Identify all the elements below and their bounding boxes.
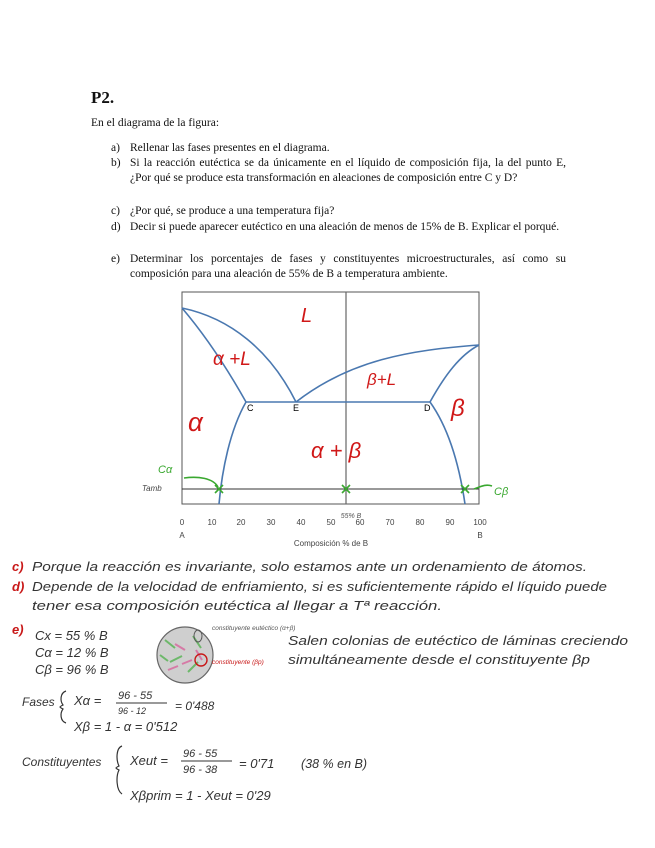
composition-beta: Cβ = 96 % B (35, 662, 109, 677)
question-text: Determinar los porcentajes de fases y constituyentes microestructurales, así como su composición para una aleación de 55% de B a temperatura ambiente. (130, 253, 566, 280)
phase-alpha-l: α +L (213, 349, 251, 370)
answer-e-label: e) (12, 622, 24, 637)
fases-frac1-den: 96 - 12 (118, 706, 147, 716)
constituyentes-frac-den: 96 - 38 (183, 764, 218, 776)
tick-50: 50 (326, 518, 336, 527)
fases-line1-result: = 0'488 (175, 699, 215, 713)
tick-10: 10 (207, 518, 217, 527)
fases-line2: Xβ = 1 - α = 0'512 (74, 719, 178, 734)
tamb-label: Tamb (142, 484, 162, 493)
c-beta-label: Cβ (494, 486, 509, 498)
question-text: Si la reacción eutéctica se da únicamente en el líquido de composición fija, la del punto E, ¿Por qué se produce esta transformación en aleaciones de composición entre C y D? (130, 157, 566, 184)
answer-c-text: Porque la reacción es invariante, solo estamos ante un ordenamiento de átomos. (32, 560, 587, 574)
question-label: b) (111, 157, 121, 169)
axis-a-label: A (179, 531, 185, 540)
phase-l: L (301, 305, 313, 327)
tick-60: 60 (355, 518, 365, 527)
point-c-label: C (247, 403, 254, 413)
answer-d-label: d) (12, 579, 25, 594)
question-label: e) (111, 253, 120, 265)
constituyentes-line1-result: = 0'71 (239, 756, 275, 771)
question-text: ¿Por qué, se produce a una temperatura fija? (130, 205, 335, 217)
tick-100: 100 (473, 518, 487, 527)
phase-beta: β (451, 395, 465, 422)
phase-alpha: α (188, 407, 203, 437)
c-alpha-label: Cα (158, 464, 173, 476)
comp-annotation: 55% B (340, 513, 362, 520)
constituyentes-line2: Xβprim = 1 - Xeut = 0'29 (130, 788, 271, 803)
note-line2: simultáneamente desde el constituyente βp (288, 653, 591, 667)
phase-beta-l: β+L (367, 370, 397, 389)
fases-frac1-num: 96 - 55 (118, 690, 153, 702)
question-label: c) (111, 205, 120, 217)
tick-0: 0 (179, 518, 185, 527)
tick-40: 40 (296, 518, 306, 527)
question-label: d) (111, 221, 121, 233)
question-text: Rellenar las fases presentes en el diagrama. (130, 142, 330, 154)
tick-80: 80 (415, 518, 425, 527)
problem-intro: En el diagrama de la figura: (91, 117, 220, 129)
answer-d-line1: Depende de la velocidad de enfriamiento, si es suficientemente rápido el líquido puede (32, 580, 608, 594)
tick-20: 20 (236, 518, 246, 527)
tick-70: 70 (385, 518, 395, 527)
microstructure-sketch (157, 627, 213, 683)
constituyentes-label: Constituyentes (22, 755, 102, 769)
fases-brace (60, 691, 66, 723)
answer-c-label: c) (12, 559, 24, 574)
composition-alpha: Cα = 12 % B (35, 645, 109, 660)
phase-alpha-beta: α + β (311, 438, 362, 463)
fases-line1-lhs: Xα = (74, 693, 102, 708)
question-text: Decir si puede aparecer eutéctico en una aleación de menos de 15% de B. Explicar el porqué. (130, 221, 560, 233)
x-axis-label: Composición % de B (293, 539, 369, 548)
axis-b-label: B (477, 531, 483, 540)
eutectic-constituent-label: constituyente eutéctico (α+β) (212, 625, 296, 632)
tick-30: 30 (266, 518, 276, 527)
composition-x: Cx = 55 % B (35, 628, 108, 643)
constituyentes-line1-note: (38 % en B) (301, 757, 368, 771)
question-label: a) (111, 142, 120, 154)
constituyentes-line1-lhs: Xeut = (130, 753, 168, 768)
problem-title: P2. (91, 88, 115, 107)
answer-d-line2: tener esa composición eutéctica al llegar a Tª reacción. (32, 599, 442, 613)
constituyentes-brace (116, 746, 122, 794)
tick-90: 90 (445, 518, 455, 527)
point-e-label: E (293, 403, 300, 413)
note-line1: Salen colonias de eutéctico de láminas creciendo (288, 634, 629, 648)
fases-label: Fases (22, 695, 55, 709)
point-d-label: D (424, 403, 431, 413)
constituyentes-frac-num: 96 - 55 (183, 748, 218, 760)
beta-p-constituent-label: constituyente (βp) (212, 659, 264, 666)
